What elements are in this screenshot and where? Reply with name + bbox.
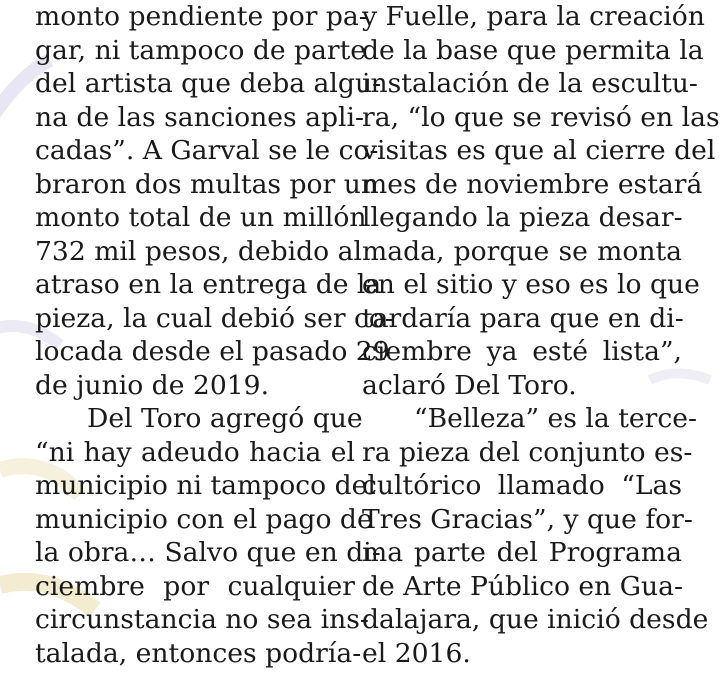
text-line: ciembre por cualquier [35, 570, 355, 602]
text-line: cultórico llamado “Las [362, 470, 682, 501]
text-line: tardaría para que en di- [362, 302, 684, 334]
text-line: talada, entonces podría- [35, 637, 362, 669]
text-line: “Belleza” es la terce- [414, 403, 697, 434]
text-line: la obra… Salvo que en di- [35, 537, 381, 568]
text-line: y Fuelle, para la creación [362, 1, 705, 32]
text-line: llegando la pieza desar- [362, 202, 683, 233]
text-line: de junio de 2019. [35, 369, 270, 401]
article-column-left [35, 0, 394, 670]
text-line: circunstancia no sea ins- [35, 604, 369, 635]
text-line: de Arte Público en Gua- [362, 570, 683, 602]
text-line: municipio ni tampoco del [35, 470, 376, 501]
text-line: aclaró Del Toro. [362, 369, 577, 401]
text-line: atraso en la entrega de la [35, 269, 382, 300]
text-line: de la base que permita la [362, 34, 704, 66]
text-line: ra pieza del conjunto es- [362, 436, 693, 468]
article-column-right [362, 0, 720, 670]
text-line: instalación de la escultu- [362, 68, 698, 99]
text-line: pieza, la cual debió ser co- [35, 302, 394, 334]
text-line: visitas es que al cierre del [362, 135, 716, 166]
text-line: monto pendiente por pa- [35, 1, 368, 32]
text-line: Tres Gracias”, y que for- [362, 503, 693, 535]
text-line: municipio con el pago de [35, 503, 373, 535]
text-line: cadas”. A Garval se le co- [35, 135, 379, 166]
text-line: ra, “lo que se revisó en las [362, 101, 720, 133]
text-line: monto total de un millón [35, 202, 367, 233]
text-line: gar, ni tampoco de parte [35, 34, 367, 66]
text-line: ciembre ya esté lista”, [362, 336, 682, 367]
text-line: mes de noviembre estará [362, 168, 703, 200]
text-line: mada, porque se monta [362, 235, 682, 267]
text-line: del artista que deba algu- [35, 68, 382, 99]
text-line: “ni hay adeudo hacia el [35, 436, 355, 468]
text-line: 732 mil pesos, debido al [35, 235, 363, 267]
text-line: Del Toro agregó que [87, 403, 363, 434]
text-line: locada desde el pasado 29 [35, 336, 390, 367]
text-line: ma parte del Programa [362, 537, 682, 568]
text-line: dalajara, que inició desde [362, 604, 709, 635]
text-line: en el sitio y eso es lo que [362, 269, 700, 300]
text-line: el 2016. [362, 637, 471, 669]
text-line: braron dos multas por un [35, 168, 378, 200]
text-line: na de las sanciones apli- [35, 101, 364, 133]
